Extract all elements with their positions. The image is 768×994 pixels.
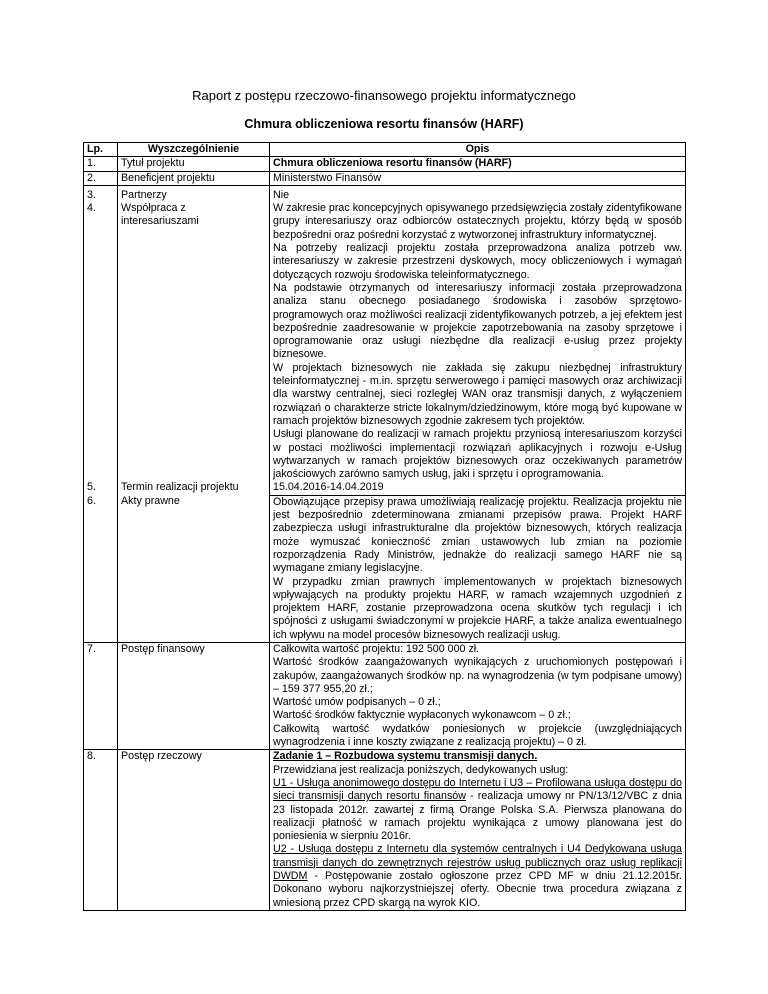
row-lp	[84, 481, 118, 642]
header-lp: Lp.	[84, 143, 118, 157]
desc-p1: W zakresie prac koncepcyjnych opisywanego przedsięwzięcia zostały zidentyfikowane grupy interesariuszy oraz odbiorców ostatecznych projektu, którzy będą w sposób bezpośredni oraz pośredni korzystać z wytworzonej infrastruktury informatycznej.	[273, 202, 682, 241]
fin-line-3: Wartość umów podpisanych – 0 zł.;	[273, 696, 441, 709]
table-row	[84, 157, 686, 171]
row-item-6: Akty prawne	[121, 494, 180, 507]
report-table	[83, 142, 686, 911]
row-item-3: Partnerzy	[121, 188, 167, 201]
row-item: Postęp finansowy	[118, 642, 270, 749]
row-desc: Chmura obliczeniowa resortu finansów (HARF)	[270, 157, 686, 171]
table-row	[84, 750, 686, 911]
row-desc	[270, 642, 686, 749]
fin-line-4: Wartość środków faktycznie wypłaconych wykonawcom – 0 zł.;	[273, 709, 571, 722]
row-desc	[270, 750, 686, 911]
row-item: Tytuł projektu	[118, 157, 270, 171]
fin-line-5: Całkowitą wartość wydatków poniesionych w projekcie (uwzględniających wynagrodzenia i inne koszty związane z realizacją projektu) – 0 zł.	[273, 722, 682, 749]
u2-title: U2 - Usługa dostępu z Internetu dla systemów centralnych i U4 Dedykowana usługa transmisji danych do zewnętrznych rejestrów usług publicznych oraz usług replikacji DWDM	[273, 843, 682, 883]
row-lp-5: 5.	[87, 481, 96, 494]
row-desc: Ministerstwo Finansów	[270, 171, 686, 185]
desc-law-p2: W przypadku zmian prawnych implementowanych w projektach biznesowych wpływających na produkty projektu HARF, w ramach wzajemnych uzgodnień z projektem HARF, zostanie przeprowadzona ocena skutków tych regulacji i ich spójności z usługami świadczonymi w projekcie HARF, a także analiza ewentualnego ich wpływu na model procesów biznesowych realizacji usług.	[273, 575, 682, 641]
header-desc: Opis	[270, 143, 686, 157]
row-item: Postęp rzeczowy	[118, 750, 270, 911]
table-row	[84, 171, 686, 185]
row-desc	[270, 185, 686, 481]
desc-p5: Usługi planowane do realizacji w ramach projektu przyniosą interesariuszom korzyści w postaci możliwości implementacji rozwiązań aplikacyjnych i rozwoju e-Usług wytwarzanych w ramach projektów biznesowych oraz oczekiwanych parametrów jakościowych zarówno samych usług, jaki i sprzętu i oprogramowania.	[273, 428, 682, 481]
row-item-4: Współpraca z interesariuszami	[121, 202, 199, 228]
desc-term: 15.04.2016-14.04.2019	[270, 481, 685, 495]
row-lp	[84, 185, 118, 481]
u2-paragraph	[273, 843, 682, 909]
row-lp-4: 4.	[87, 202, 96, 215]
u1-title: U1 - Usługa anonimowego dostępu do Internetu i U3 – Profilowana usługa dostępu do sieci transmisji danych resortu finansów	[273, 776, 682, 803]
row-lp-3: 3.	[87, 188, 96, 201]
u2-text: - Postępowanie zostało ogłoszone przez CPD MF w dniu 21.12.2015r. Dokonano wyboru najkorzystniejszej oferty. Obecnie trwa procedura związana z wniesioną przez CPD skargą na wyrok KIO.	[273, 870, 682, 909]
desc-p4: W projektach biznesowych nie zakłada się zakupu niezbędnej infrastruktury teleinformatycznej - m.in. sprzętu serwerowego i pamięci masowych oraz archiwizacji dla warstwy centralnej, sieci rozległej WAN oraz transmisji danych, z wyłączeniem rozwiązań o charakterze stricte lokalnym/dziedzinowym, które mogą być kupowane w ramach projektów biznesowych zgodnie zakresem tych projektów.	[273, 361, 682, 427]
row-item: Beneficjent projektu	[118, 171, 270, 185]
document-subtitle: Chmura obliczeniowa resortu finansów (HARF)	[244, 117, 524, 131]
header-item: Wyszczególnienie	[118, 143, 270, 157]
row-lp: 2.	[84, 171, 118, 185]
row-desc	[270, 481, 686, 642]
desc-partners: Nie	[273, 188, 290, 201]
row-lp-6: 6.	[87, 494, 96, 507]
document-title: Raport z postępu rzeczowo-finansowego projektu informatycznego	[192, 88, 576, 103]
fin-line-1: Całkowita wartość projektu: 192 500 000 zł.	[273, 642, 480, 655]
fin-line-2: Wartość środków zaangażowanych wynikających z uruchomionych postępowań i zakupów, zaangażowanych środków np. na wynagrodzenia (w tym podpisane umowy) – 159 377 955,20 zł.;	[273, 656, 682, 695]
u1-text: - realizacja umowy nr PN/13/12/VBC z dnia 23 listopada 2012r. zawartej z firmą Orange Polska S.A. Pierwsza planowana do realizacji płatność w ramach projektu wynikająca z umowy planowana jest do poniesienia w sierpniu 2016r.	[273, 790, 682, 843]
row-lp: 8.	[84, 750, 118, 911]
table-row	[84, 642, 686, 749]
task-title: Zadanie 1 – Rozbudowa systemu transmisji danych.	[273, 750, 538, 763]
row-item	[118, 185, 270, 481]
task-intro: Przewidziana jest realizacja poniższych, dedykowanych usług:	[273, 763, 569, 776]
desc-law-p1: Obowiązujące przepisy prawa umożliwiają realizację projektu. Realizacja projektu nie jest bezpośrednio zdeterminowana zmianami przepisów prawa. Projekt HARF zabezpiecza usługi infrastrukturalne dla projektów biznesowych, których realizacja może wymuszać konieczność zmian ustawowych lub zmian na poziomie rozporządzenia Rady Ministrów, jednakże do realizacji samego HARF nie są wymagane zmiany legislacyjne.	[273, 495, 682, 575]
u1-paragraph	[273, 777, 682, 843]
row-lp: 7.	[84, 642, 118, 749]
desc-p2: Na potrzeby realizacji projektu została przeprowadzona analiza potrzeb ww. interesariuszy w zakresie przestrzeni dyskowych, mocy obliczeniowych i wymagań dotyczących rozwoju środowiska teleinformatycznego.	[273, 242, 682, 281]
row-item-5: Termin realizacji projektu	[121, 481, 239, 494]
row-lp: 1.	[84, 157, 118, 171]
table-row	[84, 185, 686, 481]
desc-p3: Na podstawie otrzymanych od interesariuszy informacji została przeprowadzona analiza stanu obecnego posiadanego środowiska i zasobów sprzętowo-programowych oraz możliwości realizacji zidentyfikowanych potrzeb, a jej efektem jest bezpośrednie zaadresowanie w projekcie zapotrzebowania na zasoby sprzętowe i oprogramowanie oraz usługi niezbędne dla realizacji e-usług przez projekty biznesowe.	[273, 281, 682, 361]
table-row	[84, 481, 686, 642]
table-header-row	[84, 143, 686, 157]
row-item	[118, 481, 270, 642]
